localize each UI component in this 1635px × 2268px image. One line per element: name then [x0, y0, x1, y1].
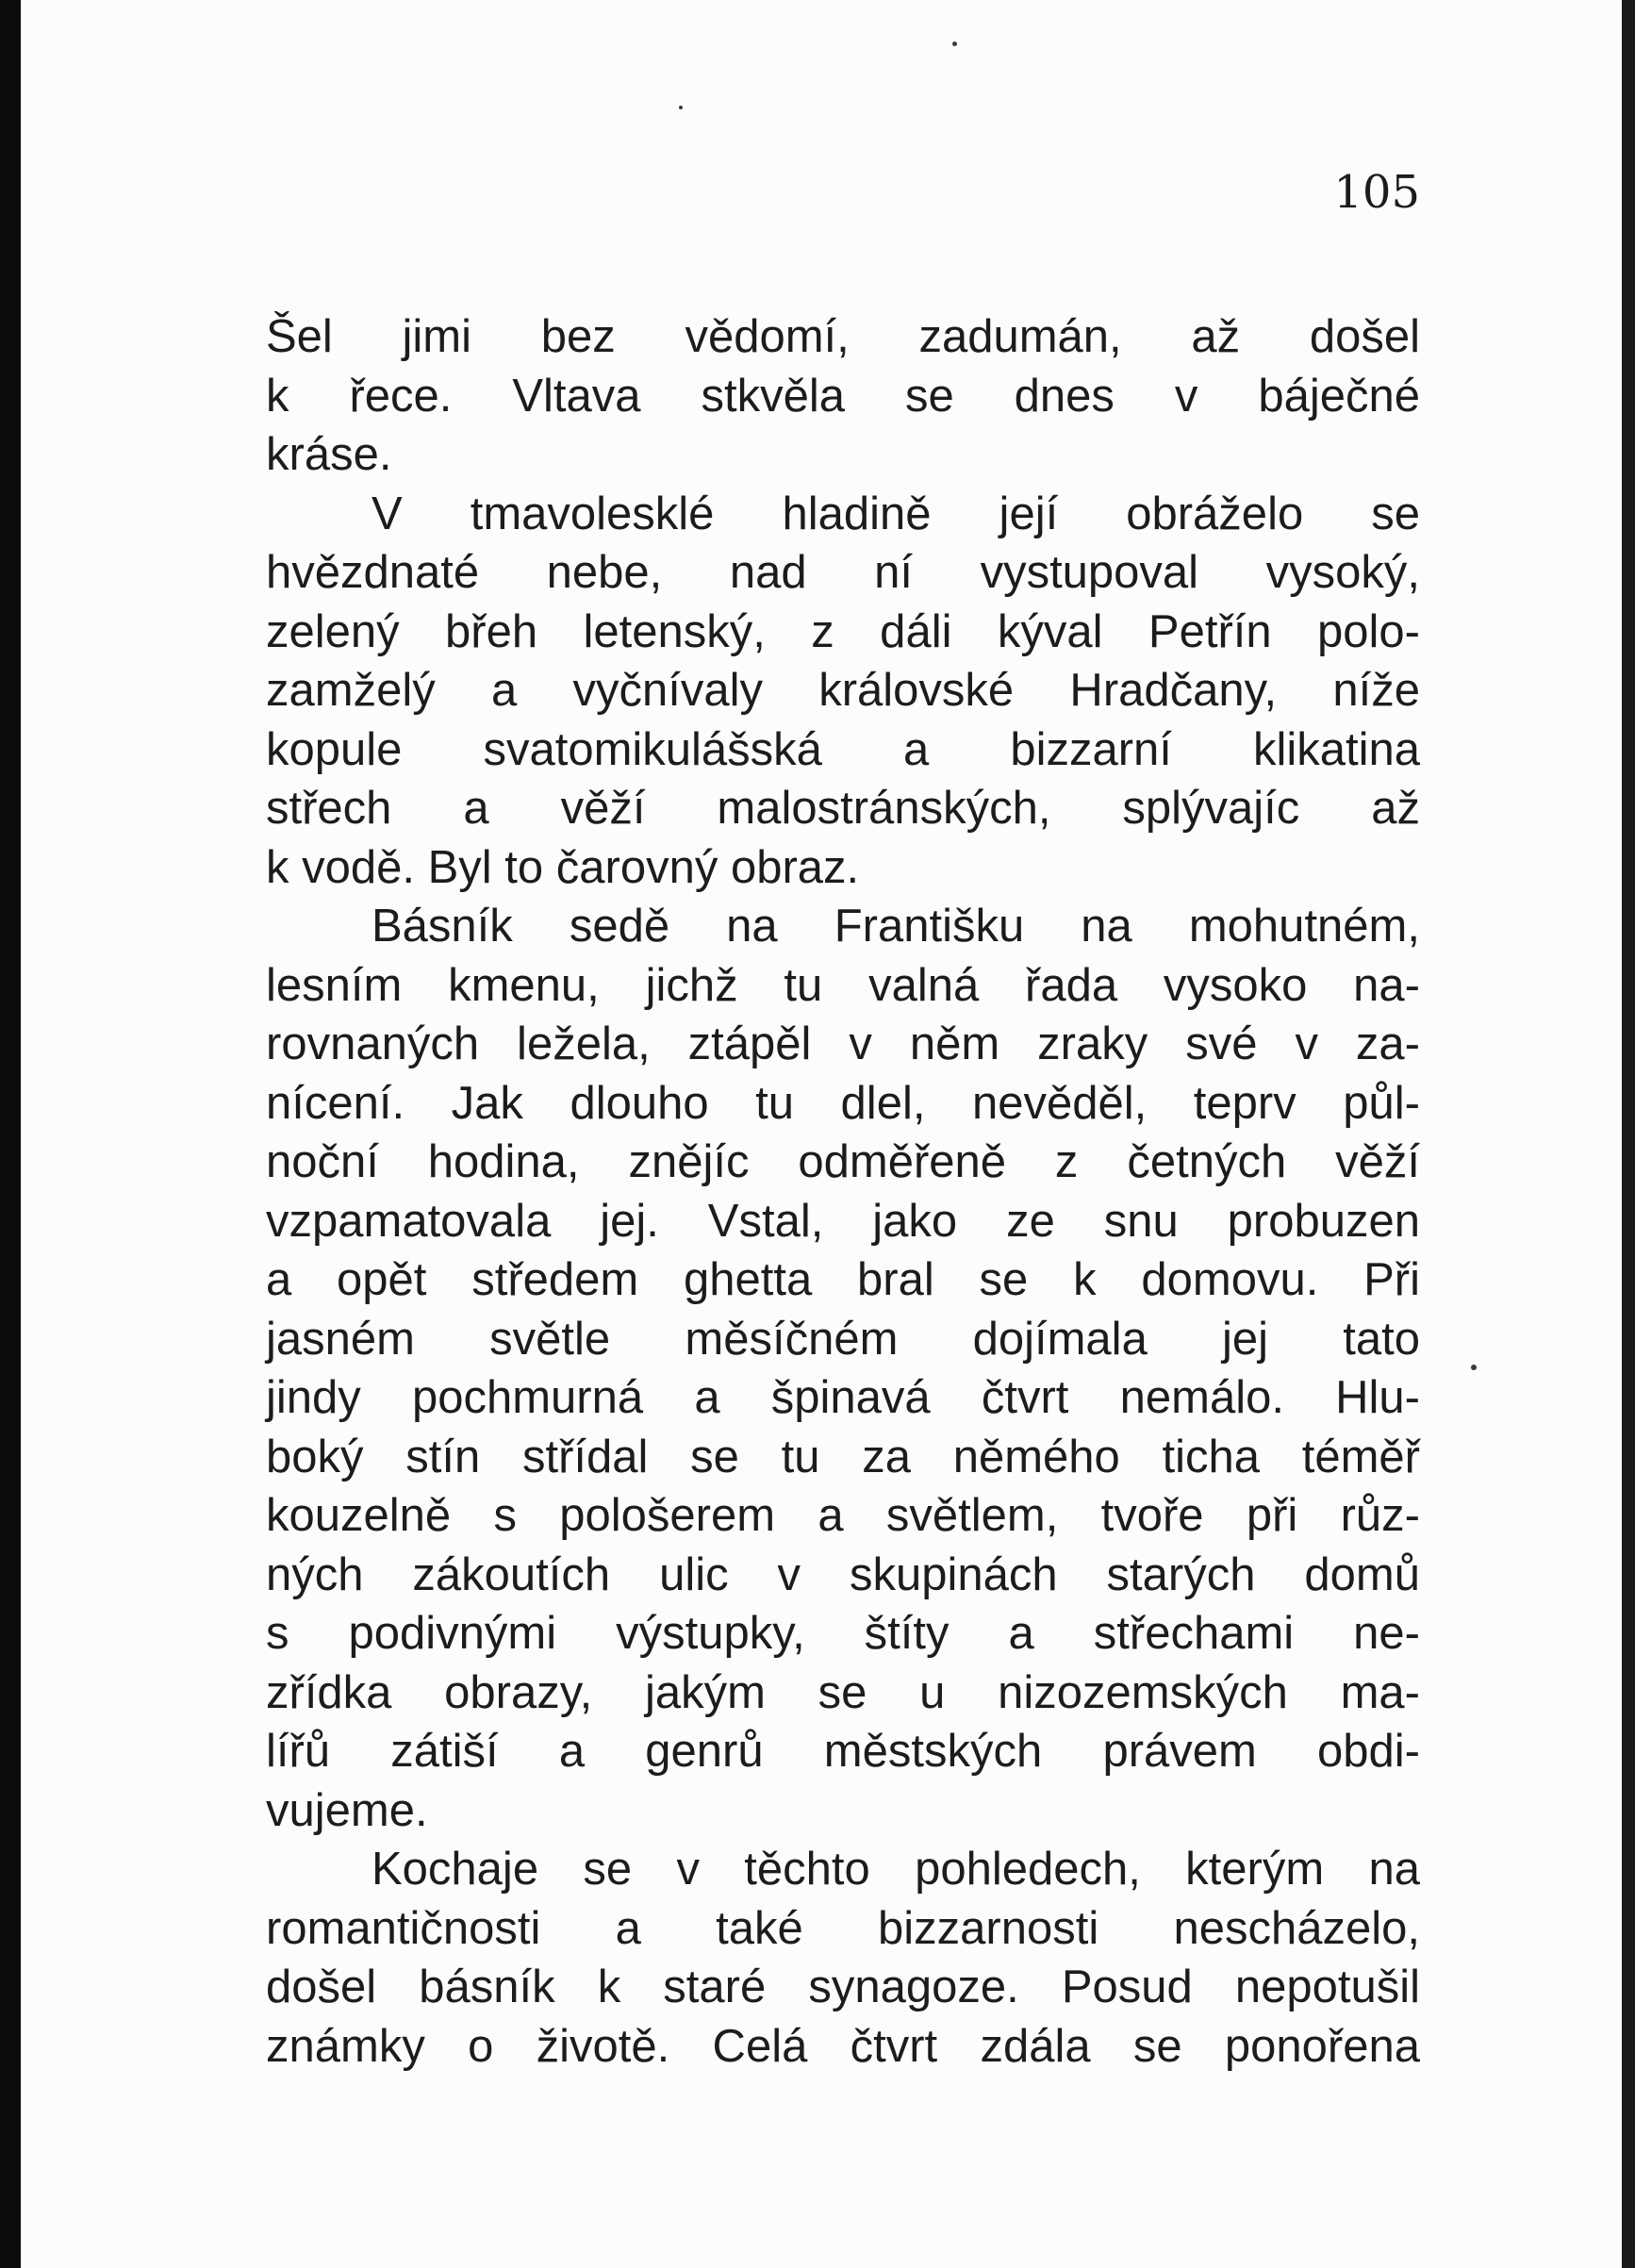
- text-line: došel básník k staré synagoze. Posud nepotušil: [266, 1962, 1420, 2012]
- text-line: a opět středem ghetta bral se k domovu. Při: [266, 1254, 1420, 1305]
- text-line: Básník sedě na Františku na mohutném,: [372, 901, 1420, 952]
- scan-left-edge: [0, 0, 21, 2268]
- scan-right-edge: [1622, 0, 1635, 2268]
- text-line: ných zákoutích ulic v skupinách starých domů: [266, 1548, 1420, 1600]
- text-line: lířů zátiší a genrů městských právem obdi-: [266, 1726, 1420, 1777]
- paragraph: [266, 1840, 1420, 2076]
- text-line: Kochaje se v těchto pohledech, kterým na: [372, 1844, 1420, 1895]
- text-line: rovnaných ležela, ztápěl v něm zraky své v za-: [266, 1018, 1420, 1069]
- text-line: lesním kmenu, jichž tu valná řada vysoko na-: [266, 959, 1420, 1011]
- paragraph: [266, 897, 1420, 1840]
- text-line: vujeme.: [266, 1784, 428, 1836]
- paragraph: [266, 307, 1420, 485]
- text-line: k vodě. Byl to čarovný obraz.: [266, 841, 860, 893]
- text-line: vzpamatovala jej. Vstal, jako ze snu probuzen: [266, 1195, 1420, 1247]
- text-line: jindy pochmurná a špinavá čtvrt nemálo. Hlu-: [266, 1372, 1420, 1423]
- text-line: hvězdnaté nebe, nad ní vystupoval vysoký,: [266, 547, 1420, 598]
- text-line: s podivnými výstupky, štíty a střechami ne-: [266, 1608, 1420, 1659]
- text-line: známky o životě. Celá čtvrt zdála se ponořena: [266, 2020, 1420, 2072]
- text-line: zamželý a vyčnívaly královské Hradčany, níže: [266, 665, 1420, 716]
- text-line: jasném světle měsíčném dojímala jej tato: [266, 1313, 1420, 1365]
- speck: [952, 41, 957, 46]
- speck: [1471, 1365, 1477, 1370]
- text-line: kouzelně s pološerem a světlem, tvoře při růz-: [266, 1490, 1420, 1541]
- text-line: noční hodina, znějíc odměřeně z četných věží: [266, 1136, 1420, 1187]
- body-text: [266, 307, 1420, 2076]
- text-line: střech a věží malostránských, splývajíc až: [266, 783, 1420, 834]
- speck: [679, 106, 683, 109]
- text-line: zřídka obrazy, jakým se u nizozemských ma-: [266, 1666, 1420, 1718]
- page-number: 105: [1333, 166, 1420, 219]
- text-line: romantičnosti a také bizzarnosti nescházelo,: [266, 1902, 1420, 1954]
- text-line: kráse.: [266, 429, 392, 480]
- text-line: V tmavolesklé hladině její obráželo se: [372, 488, 1420, 539]
- text-line: kopule svatomikulášská a bizzarní klikatina: [266, 723, 1420, 775]
- text-line: zelený břeh letenský, z dáli kýval Petřín polo-: [266, 605, 1420, 657]
- text-line: Šel jimi bez vědomí, zadumán, až došel: [266, 311, 1420, 362]
- text-line: boký stín střídal se tu za němého ticha téměř: [266, 1431, 1420, 1482]
- paragraph: [266, 485, 1420, 898]
- text-line: nícení. Jak dlouho tu dlel, nevěděl, teprv půl-: [266, 1077, 1420, 1129]
- text-line: k řece. Vltava stkvěla se dnes v báječné: [266, 370, 1420, 422]
